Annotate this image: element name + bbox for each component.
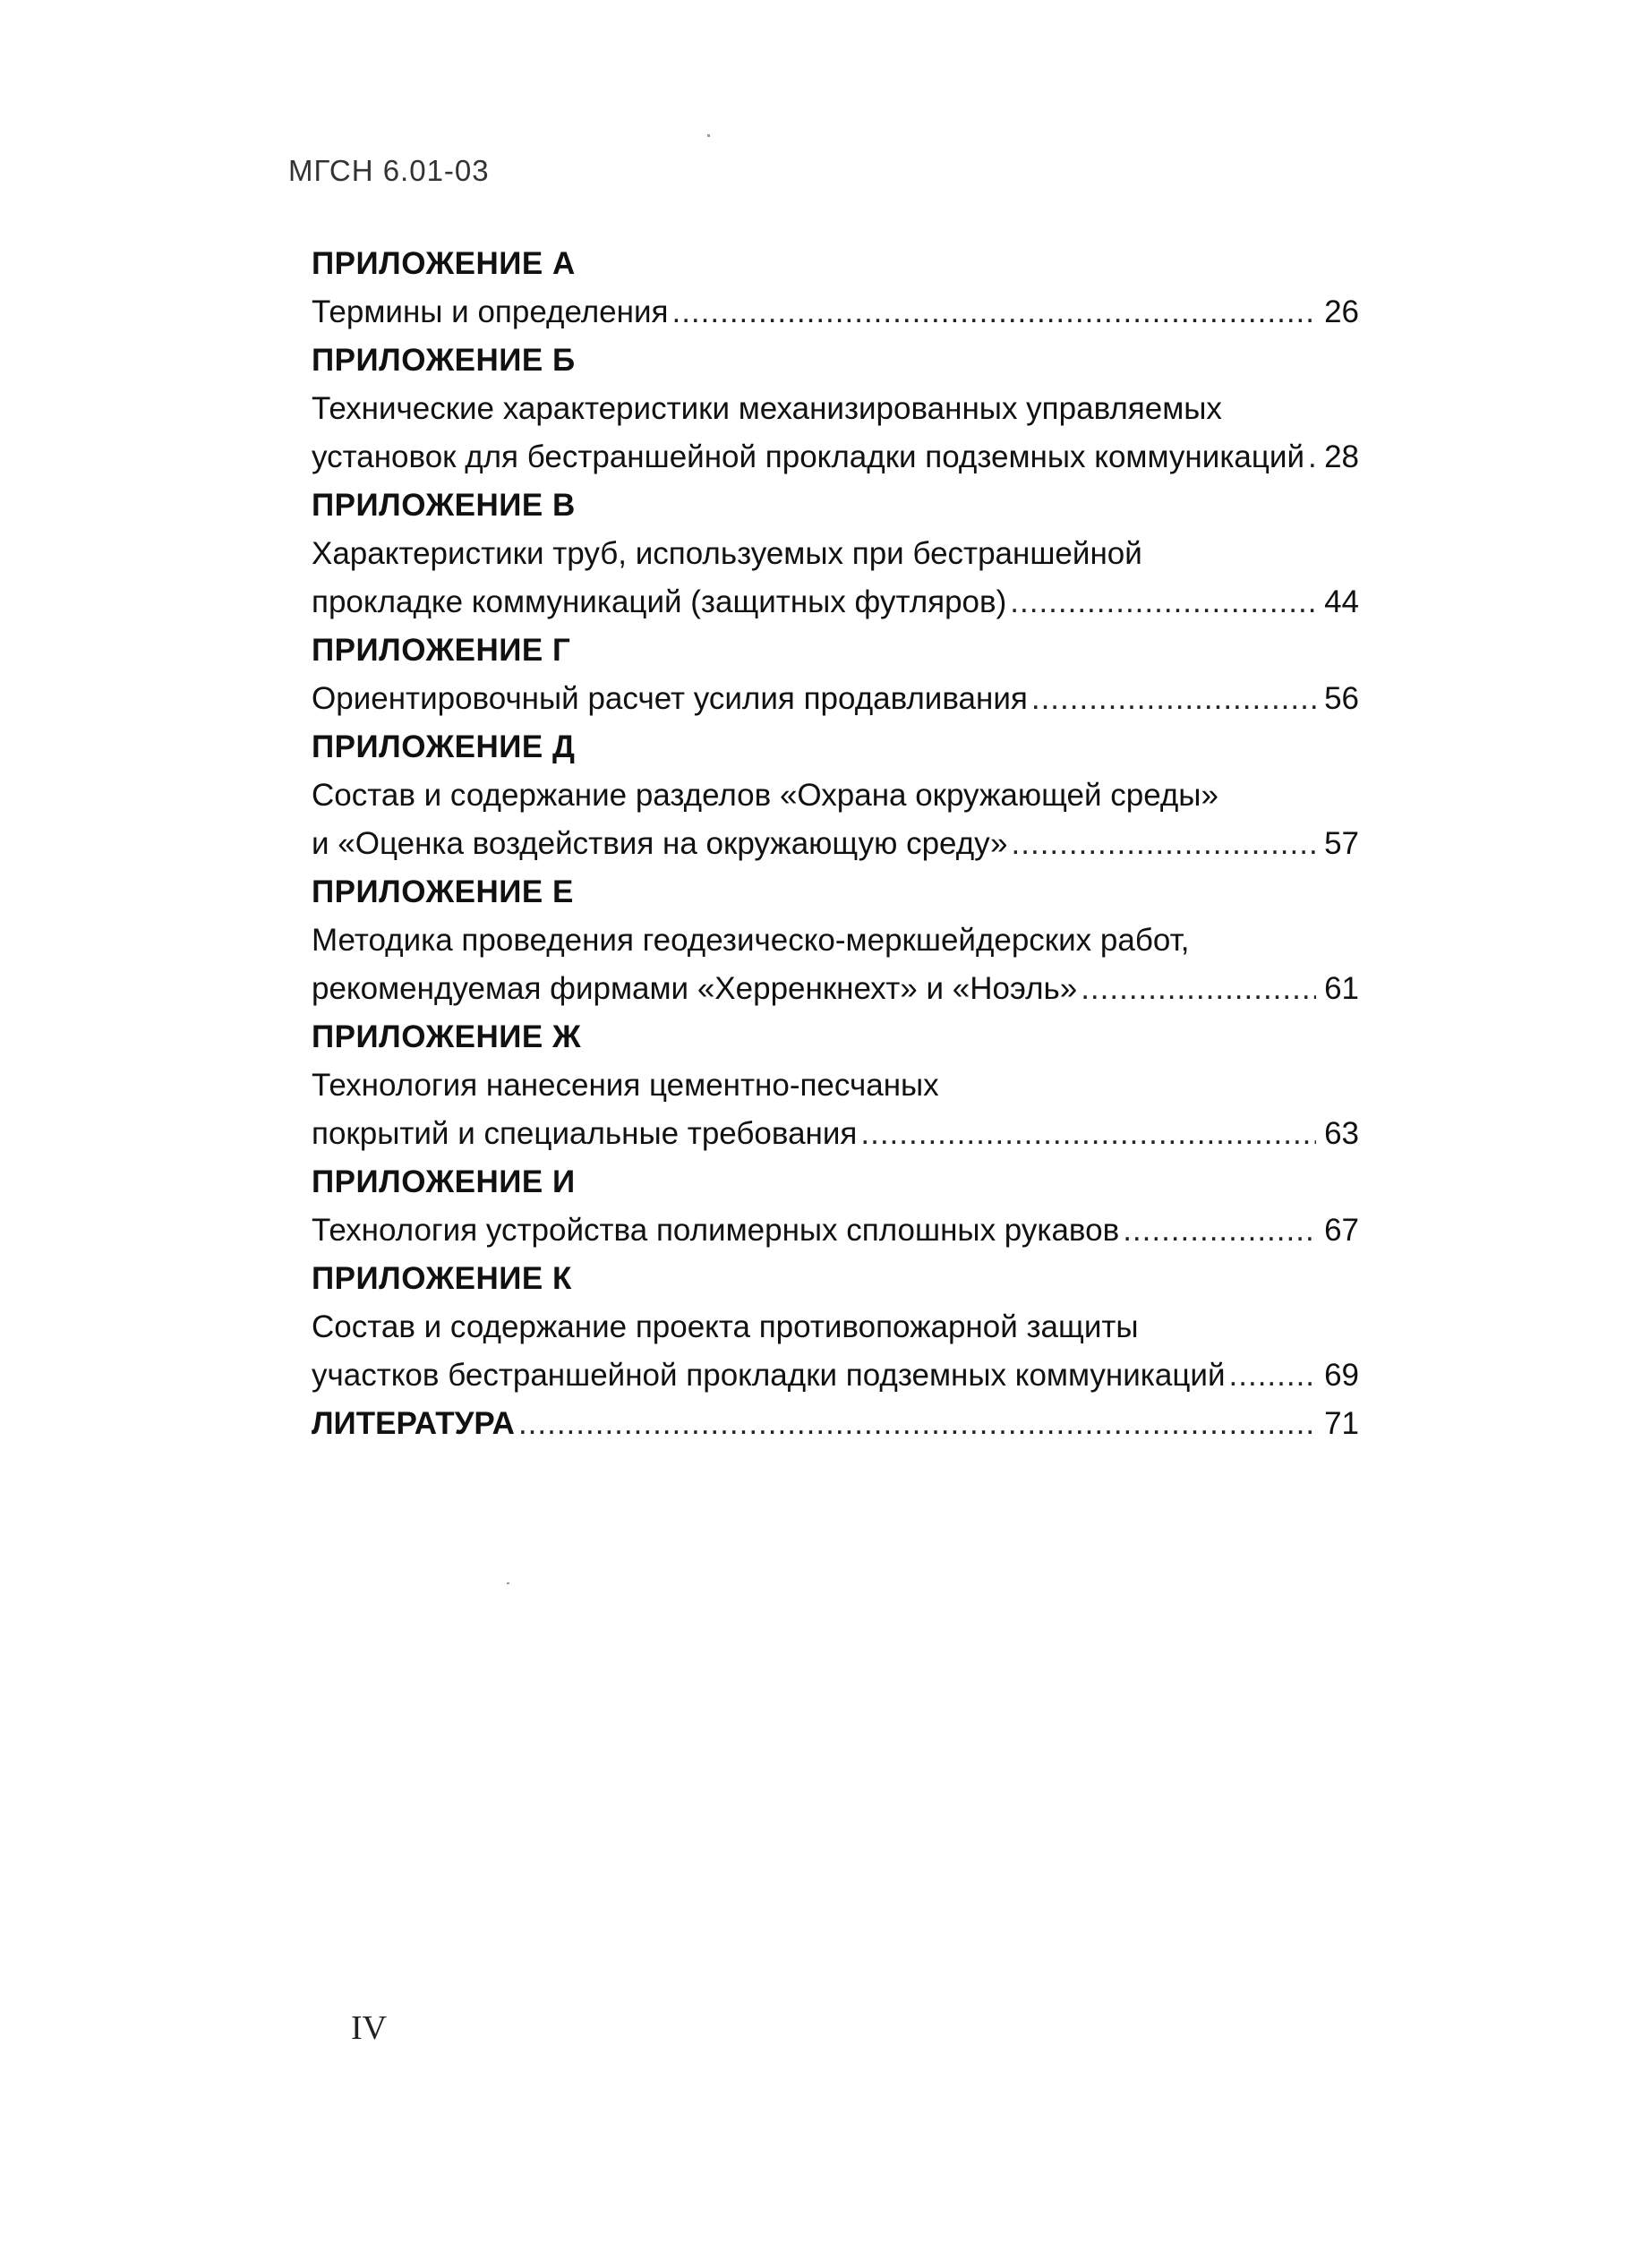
- toc-entry-text: Состав и содержание проекта противопожарной защиты: [312, 1309, 1139, 1344]
- toc-entry-text: покрытий и специальные требования: [312, 1116, 858, 1151]
- toc-heading-appendix-d: ПРИЛОЖЕНИЕ Д: [312, 729, 576, 764]
- toc-heading-appendix-k: ПРИЛОЖЕНИЕ К: [312, 1261, 572, 1296]
- toc-page-number: 57: [1324, 826, 1359, 861]
- dot-leader: [671, 288, 1316, 337]
- toc-page-number: 63: [1324, 1116, 1359, 1151]
- toc-entry-appendix-d[interactable]: [312, 820, 1359, 868]
- toc-entry-text: Технология устройства полимерных сплошных рукавов: [312, 1213, 1120, 1248]
- toc-entry-text: Термины и определения: [312, 294, 669, 329]
- toc-heading-appendix-zh: ПРИЛОЖЕНИЕ Ж: [312, 1019, 582, 1054]
- toc-entry-text: установок для бестраншейной прокладки подземных коммуникаций: [312, 439, 1305, 474]
- toc-heading-appendix-b: ПРИЛОЖЕНИЕ Б: [312, 343, 576, 378]
- dot-leader: [1012, 820, 1316, 868]
- toc-page-number: 71: [1324, 1406, 1359, 1441]
- scan-speck: [707, 134, 710, 137]
- toc-page-number: 69: [1324, 1358, 1359, 1393]
- toc-entry-appendix-v[interactable]: [312, 578, 1359, 627]
- scan-speck: [507, 1582, 509, 1584]
- toc-page-number: 67: [1324, 1213, 1359, 1248]
- toc-entry-text: Технология нанесения цементно-песчаных: [312, 1068, 939, 1103]
- toc-entry-appendix-b[interactable]: [312, 433, 1359, 482]
- toc-entry-text: Методика проведения геодезическо-меркшейдерских работ,: [312, 923, 1190, 958]
- toc-entry-text: Состав и содержание разделов «Охрана окружающей среды»: [312, 778, 1218, 813]
- toc-heading-appendix-g: ПРИЛОЖЕНИЕ Г: [312, 633, 571, 668]
- toc-entry-text: прокладке коммуникаций (защитных футляров): [312, 584, 1007, 619]
- toc-entry-appendix-a[interactable]: [312, 288, 1359, 337]
- toc-heading-appendix-a: ПРИЛОЖЕНИЕ А: [312, 246, 576, 281]
- dot-leader: [1123, 1206, 1316, 1255]
- toc-entry-text: Характеристики труб, используемых при бестраншейной: [312, 536, 1142, 571]
- toc-entry-appendix-i[interactable]: [312, 1206, 1359, 1255]
- dot-leader: [1081, 965, 1316, 1013]
- toc-page-number: 61: [1324, 971, 1359, 1006]
- toc-heading-appendix-i: ПРИЛОЖЕНИЕ И: [312, 1164, 576, 1199]
- dot-leader: [860, 1110, 1316, 1158]
- dot-leader: [1229, 1351, 1316, 1400]
- toc-heading-appendix-e: ПРИЛОЖЕНИЕ Е: [312, 874, 574, 909]
- toc-entry-text: участков бестраншейной прокладки подземных коммуникаций: [312, 1358, 1226, 1393]
- toc-page-number: 28: [1324, 439, 1359, 474]
- toc-entry-text: Технические характеристики механизированных управляемых: [312, 391, 1222, 426]
- table-of-contents: [312, 240, 1359, 1448]
- dot-leader: [1308, 433, 1316, 482]
- dot-leader: [1031, 675, 1316, 723]
- toc-page-number: 26: [1324, 294, 1359, 329]
- page-number: IV: [351, 2009, 388, 2047]
- toc-heading-appendix-v: ПРИЛОЖЕНИЕ В: [312, 488, 576, 523]
- dot-leader: [1010, 578, 1316, 627]
- toc-page-number: 44: [1324, 584, 1359, 619]
- toc-entry-text: Ориентировочный расчет усилия продавливания: [312, 681, 1028, 716]
- toc-entry-appendix-e[interactable]: [312, 965, 1359, 1013]
- toc-entry-appendix-zh[interactable]: [312, 1110, 1359, 1158]
- toc-entry-text: и «Оценка воздействия на окружающую среду»: [312, 826, 1008, 861]
- toc-entry-literature[interactable]: [312, 1400, 1359, 1448]
- toc-entry-appendix-g[interactable]: [312, 675, 1359, 723]
- toc-entry-appendix-k[interactable]: [312, 1351, 1359, 1400]
- toc-entry-text: рекомендуемая фирмами «Херренкнехт» и «Ноэль»: [312, 971, 1078, 1006]
- document-code: МГСН 6.01-03: [288, 154, 490, 187]
- toc-entry-text: ЛИТЕРАТУРА: [312, 1406, 515, 1441]
- toc-page-number: 56: [1324, 681, 1359, 716]
- dot-leader: [518, 1400, 1316, 1448]
